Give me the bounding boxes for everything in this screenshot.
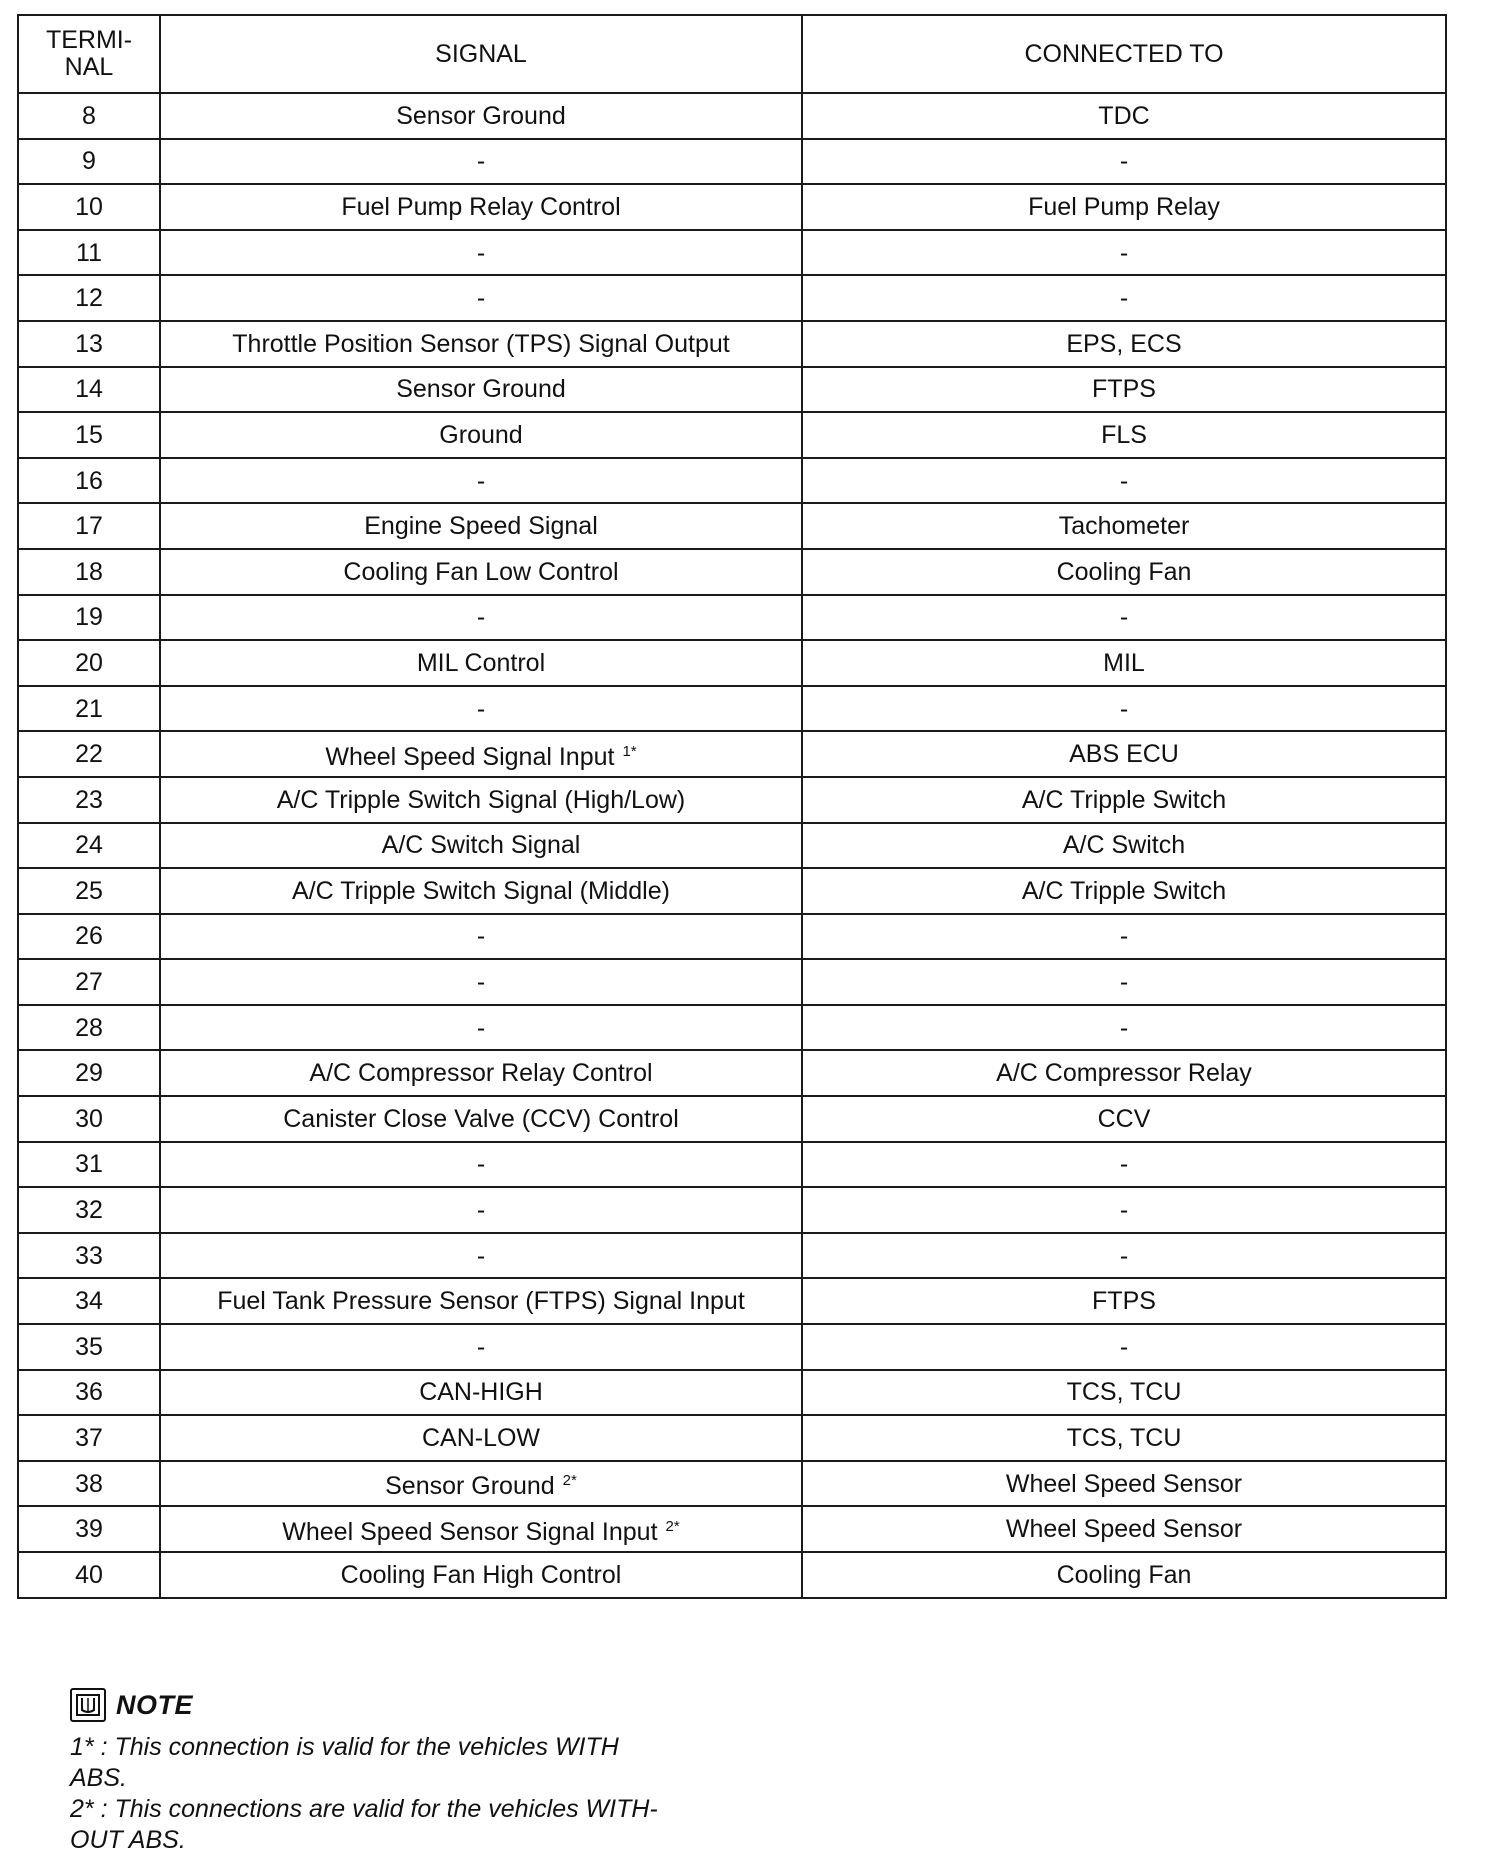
terminal-header-line2: NAL — [64, 53, 114, 81]
signal-cell — [160, 914, 802, 960]
terminal-cell: 22 — [18, 731, 160, 777]
connected-to-cell: EPS, ECS — [802, 321, 1446, 367]
terminal-cell: 37 — [18, 1415, 160, 1461]
signal-cell — [160, 1324, 802, 1370]
connected-to-cell: TCS, TCU — [802, 1370, 1446, 1416]
signal-cell — [160, 1461, 802, 1507]
table-row — [18, 1005, 1446, 1051]
signal-cell — [160, 321, 802, 367]
note-line: OUT ABS. — [70, 1826, 186, 1854]
terminal-cell: 40 — [18, 1552, 160, 1598]
connected-to-cell: A/C Tripple Switch — [802, 868, 1446, 914]
note-line: ABS. — [70, 1764, 127, 1792]
signal-text: - — [476, 922, 486, 951]
connected-to-cell: FTPS — [802, 367, 1446, 413]
table-row — [18, 1142, 1446, 1188]
table-row — [18, 184, 1446, 230]
footnote-marker: 2* — [562, 1472, 577, 1490]
connected-to-cell: - — [802, 1187, 1446, 1233]
terminal-cell: 21 — [18, 686, 160, 732]
signal-cell — [160, 959, 802, 1005]
terminal-cell: 11 — [18, 230, 160, 276]
signal-text: - — [476, 1150, 486, 1179]
terminal-cell: 13 — [18, 321, 160, 367]
connected-to-cell: FTPS — [802, 1278, 1446, 1324]
footnote-marker: 1* — [622, 742, 637, 760]
connected-to-cell: Wheel Speed Sensor — [802, 1506, 1446, 1552]
signal-cell — [160, 1096, 802, 1142]
connected-to-cell: - — [802, 595, 1446, 641]
table-row — [18, 458, 1446, 504]
connected-to-cell: A/C Compressor Relay — [802, 1050, 1446, 1096]
signal-cell — [160, 1005, 802, 1051]
signal-cell — [160, 184, 802, 230]
signal-text: Engine Speed Signal — [364, 512, 598, 541]
terminal-cell: 9 — [18, 139, 160, 185]
signal-cell — [160, 412, 802, 458]
table-row — [18, 549, 1446, 595]
signal-text: CAN-HIGH — [419, 1378, 543, 1407]
signal-text: - — [476, 238, 486, 267]
signal-column-header: SIGNAL — [160, 15, 802, 93]
terminal-header-line1: TERMI- — [45, 26, 133, 54]
signal-cell — [160, 1552, 802, 1598]
connected-to-cell: - — [802, 686, 1446, 732]
terminal-column-header — [18, 15, 160, 93]
table-row — [18, 321, 1446, 367]
header-row — [18, 15, 1446, 93]
terminal-cell: 15 — [18, 412, 160, 458]
connected-to-cell: TCS, TCU — [802, 1415, 1446, 1461]
table-row — [18, 275, 1446, 321]
terminal-cell: 33 — [18, 1233, 160, 1279]
table-row — [18, 731, 1446, 777]
terminal-cell: 25 — [18, 868, 160, 914]
terminal-cell: 12 — [18, 275, 160, 321]
signal-cell — [160, 458, 802, 504]
signal-cell — [160, 823, 802, 869]
signal-text: - — [476, 968, 486, 997]
terminal-cell: 8 — [18, 93, 160, 139]
signal-cell — [160, 595, 802, 641]
table-row — [18, 1506, 1446, 1552]
terminal-cell: 31 — [18, 1142, 160, 1188]
terminal-cell: 36 — [18, 1370, 160, 1416]
connected-to-cell: FLS — [802, 412, 1446, 458]
table-row — [18, 1233, 1446, 1279]
signal-cell — [160, 503, 802, 549]
terminal-cell: 17 — [18, 503, 160, 549]
signal-cell — [160, 777, 802, 823]
terminal-cell: 26 — [18, 914, 160, 960]
connected-to-cell: - — [802, 959, 1446, 1005]
connected-to-cell: - — [802, 275, 1446, 321]
connected-to-cell: - — [802, 230, 1446, 276]
connected-to-cell: - — [802, 914, 1446, 960]
terminal-cell: 23 — [18, 777, 160, 823]
table-row — [18, 1552, 1446, 1598]
table-row — [18, 367, 1446, 413]
connected-to-cell: A/C Tripple Switch — [802, 777, 1446, 823]
terminal-cell: 29 — [18, 1050, 160, 1096]
table-row — [18, 1050, 1446, 1096]
table-row — [18, 139, 1446, 185]
signal-text: A/C Compressor Relay Control — [309, 1059, 653, 1088]
terminal-table — [17, 14, 1447, 1599]
terminal-cell: 34 — [18, 1278, 160, 1324]
connected-to-cell: - — [802, 139, 1446, 185]
connected-to-cell: TDC — [802, 93, 1446, 139]
connected-to-cell: MIL — [802, 640, 1446, 686]
connected-to-column-header: CONNECTED TO — [802, 15, 1446, 93]
footnote-marker: 2* — [665, 1517, 680, 1535]
signal-cell — [160, 139, 802, 185]
note-title: NOTE — [116, 1689, 194, 1720]
note-line: 2* : This connections are valid for the vehicles WITH- — [70, 1795, 658, 1823]
table-header — [18, 15, 1446, 93]
signal-text: Wheel Speed Sensor Signal Input — [282, 1517, 658, 1546]
signal-text: Ground — [439, 420, 523, 449]
signal-text: A/C Tripple Switch Signal (High/Low) — [276, 785, 686, 814]
table-row — [18, 1461, 1446, 1507]
table-row — [18, 914, 1446, 960]
terminal-cell: 18 — [18, 549, 160, 595]
connected-to-cell: CCV — [802, 1096, 1446, 1142]
connected-to-cell: Cooling Fan — [802, 549, 1446, 595]
note-header — [70, 1688, 730, 1722]
table-row — [18, 1096, 1446, 1142]
signal-cell — [160, 640, 802, 686]
signal-text: - — [476, 147, 486, 176]
signal-cell — [160, 868, 802, 914]
signal-cell — [160, 367, 802, 413]
terminal-cell: 10 — [18, 184, 160, 230]
signal-text: - — [476, 1241, 486, 1270]
signal-text: - — [476, 466, 486, 495]
terminal-cell: 24 — [18, 823, 160, 869]
table-row — [18, 93, 1446, 139]
table-row — [18, 868, 1446, 914]
signal-text: Throttle Position Sensor (TPS) Signal Output — [232, 329, 730, 358]
document — [17, 14, 1447, 1599]
signal-cell — [160, 1233, 802, 1279]
signal-cell — [160, 1142, 802, 1188]
signal-cell — [160, 549, 802, 595]
note-section — [70, 1688, 730, 1856]
signal-text: - — [476, 284, 486, 313]
table-row — [18, 1187, 1446, 1233]
signal-text: - — [476, 1196, 486, 1225]
connected-to-cell: - — [802, 1324, 1446, 1370]
connected-to-cell: Wheel Speed Sensor — [802, 1461, 1446, 1507]
signal-text: MIL Control — [416, 648, 546, 677]
terminal-cell: 14 — [18, 367, 160, 413]
signal-text: Sensor Ground — [385, 1472, 555, 1501]
connected-to-cell: Tachometer — [802, 503, 1446, 549]
note-line: 1* : This connection is valid for the vehicles WITH — [70, 1733, 619, 1761]
table-row — [18, 503, 1446, 549]
signal-cell — [160, 1506, 802, 1552]
terminal-cell: 20 — [18, 640, 160, 686]
signal-text: Fuel Tank Pressure Sensor (FTPS) Signal Input — [217, 1287, 745, 1316]
signal-cell — [160, 686, 802, 732]
signal-text: Sensor Ground — [396, 101, 566, 130]
signal-text: - — [476, 694, 486, 723]
table-row — [18, 640, 1446, 686]
signal-text: - — [476, 603, 486, 632]
signal-cell — [160, 230, 802, 276]
signal-cell — [160, 1415, 802, 1461]
connected-to-cell: - — [802, 458, 1446, 504]
signal-cell — [160, 731, 802, 777]
terminal-cell: 19 — [18, 595, 160, 641]
signal-cell — [160, 1278, 802, 1324]
signal-text: Wheel Speed Signal Input — [325, 742, 615, 771]
connected-to-cell: ABS ECU — [802, 731, 1446, 777]
signal-text: CAN-LOW — [421, 1424, 541, 1453]
signal-text: A/C Switch Signal — [381, 831, 581, 860]
signal-text: Canister Close Valve (CCV) Control — [283, 1104, 679, 1133]
terminal-cell: 32 — [18, 1187, 160, 1233]
terminal-cell: 39 — [18, 1506, 160, 1552]
connected-to-cell: Cooling Fan — [802, 1552, 1446, 1598]
connected-to-cell: - — [802, 1142, 1446, 1188]
signal-cell — [160, 1187, 802, 1233]
terminal-cell: 27 — [18, 959, 160, 1005]
signal-text: Fuel Pump Relay Control — [341, 192, 621, 221]
signal-text: Sensor Ground — [396, 375, 566, 404]
table-row — [18, 230, 1446, 276]
table-row — [18, 1370, 1446, 1416]
table-row — [18, 686, 1446, 732]
table-row — [18, 823, 1446, 869]
terminal-cell: 35 — [18, 1324, 160, 1370]
terminal-cell: 16 — [18, 458, 160, 504]
signal-text: - — [476, 1013, 486, 1042]
connected-to-cell: - — [802, 1233, 1446, 1279]
note-book-icon — [70, 1688, 106, 1722]
terminal-cell: 30 — [18, 1096, 160, 1142]
table-body — [18, 93, 1446, 1598]
table-row — [18, 1278, 1446, 1324]
signal-cell — [160, 1370, 802, 1416]
table-row — [18, 595, 1446, 641]
connected-to-cell: A/C Switch — [802, 823, 1446, 869]
terminal-cell: 38 — [18, 1461, 160, 1507]
signal-text: Cooling Fan High Control — [340, 1560, 622, 1589]
table-row — [18, 412, 1446, 458]
table-row — [18, 777, 1446, 823]
table-row — [18, 1415, 1446, 1461]
table-row — [18, 1324, 1446, 1370]
signal-text: Cooling Fan Low Control — [343, 557, 619, 586]
table-row — [18, 959, 1446, 1005]
connected-to-cell: Fuel Pump Relay — [802, 184, 1446, 230]
signal-text: A/C Tripple Switch Signal (Middle) — [292, 876, 670, 905]
terminal-cell: 28 — [18, 1005, 160, 1051]
signal-cell — [160, 93, 802, 139]
signal-text: - — [476, 1332, 486, 1361]
connected-to-cell: - — [802, 1005, 1446, 1051]
signal-cell — [160, 275, 802, 321]
signal-cell — [160, 1050, 802, 1096]
